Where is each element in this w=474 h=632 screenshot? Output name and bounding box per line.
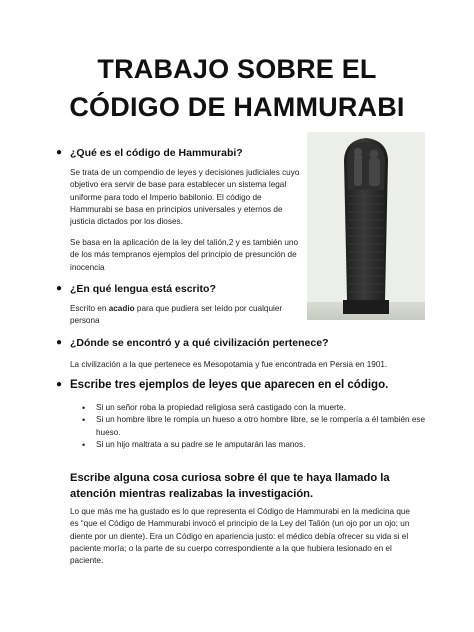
list-item: • Si un hijo maltrata a su padre se le amputarán las manos.: [96, 439, 426, 451]
question-text: ¿Dónde se encontró y a qué civilización pertenece?: [70, 337, 329, 349]
question-law-examples: [56, 379, 389, 391]
law-examples-list: [96, 402, 426, 451]
answer-where-found: La civilización a la que pertenece es Mesopotamia y fue encontrada en Persia en 1901.: [70, 360, 388, 369]
question-where-found: [56, 337, 329, 349]
list-item: • Si un señor roba la propiedad religiosa será castigado con la muerte.: [96, 402, 426, 414]
answer-suffix: para que pudiera ser leído por cualquier persona: [70, 304, 283, 326]
list-item: • Si un hombre libre le rompía un hueso a otro hombre libre, se le rompería a él también ese hueso.: [96, 414, 426, 439]
bullet-icon: ●: [56, 283, 63, 294]
answer-paragraph-2: Se basa en la aplicación de la ley del talión,2 y es también uno de los más tempranos ejemplos del principio de presunción de inocencia: [70, 238, 299, 272]
answer-paragraph-1: Se trata de un compendio de leyes y decisiones judiciales cuyo objetivo era servir de base para establecer un sistema legal uniforme para todo el Imperio babilonio. El código de Hammurabi se basa en principios universales y eternos de justicia dictados por los dioses.: [70, 168, 300, 227]
page-title: [0, 50, 474, 126]
curiosity-heading: Escribe alguna cosa curiosa sobre él que te haya llamado la atención mientras realizabas la investigación.: [70, 472, 390, 500]
stele-illustration: [307, 132, 425, 320]
question-what-is-code: [56, 147, 243, 159]
answer-language: [70, 303, 302, 328]
bullet-icon: ●: [56, 379, 63, 390]
answer-prefix: Escrito en: [70, 304, 109, 313]
curiosity-answer: Lo que más me ha gustado es lo que representa el Código de Hammurabi en la medicina que es “que el Código de Hammurabi invocó el principio de la Ley del Talión (un ojo por un ojo; un diente por un diente). Era un Código en apariencia justo: el médico debía ofrecer su vida si el paciente moría; o la parte de su cuerpo correspondiente a la que hubiera lesionado en el paciente.: [70, 507, 410, 566]
title-line-1: TRABAJO SOBRE EL: [97, 54, 377, 84]
question-text: ¿Qué es el código de Hammurabi?: [70, 147, 243, 159]
answer-language-bold: acadio: [108, 304, 135, 313]
bullet-icon: ●: [56, 147, 63, 158]
question-text: Escribe tres ejemplos de leyes que aparecen en el código.: [70, 379, 389, 391]
question-text: ¿En qué lengua está escrito?: [70, 283, 216, 295]
title-line-2: CÓDIGO DE HAMMURABI: [69, 92, 405, 122]
hammurabi-stele-image: [307, 132, 425, 320]
question-language: [56, 283, 216, 295]
bullet-icon: ●: [56, 337, 63, 348]
